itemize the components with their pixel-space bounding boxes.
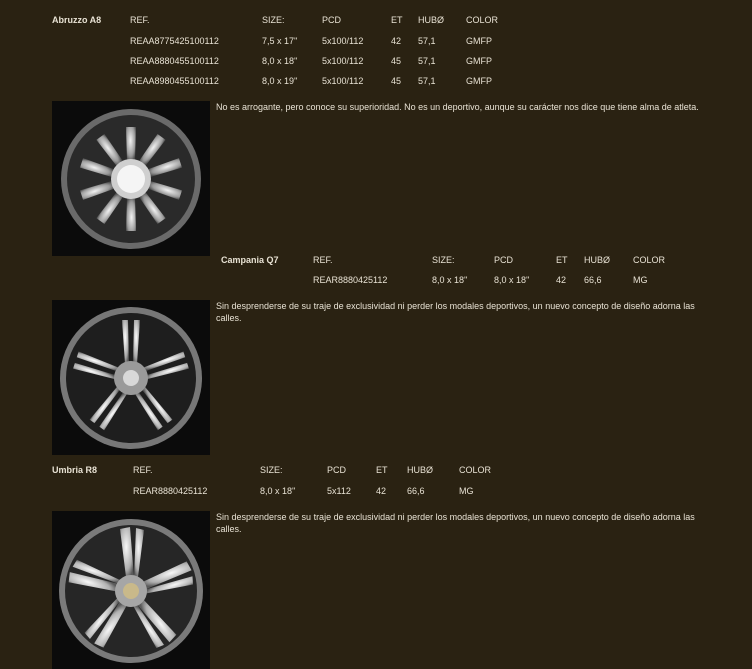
col-color-header: COLOR <box>633 255 666 265</box>
table-cell-pcd: 5x100/112 <box>322 76 364 86</box>
table-cell-et: 42 <box>376 486 387 496</box>
table-cell-ref: REAR8880425112 <box>313 275 388 285</box>
table-cell-hub: 57,1 <box>418 56 436 66</box>
col-pcd-header: PCD <box>322 15 342 25</box>
table-cell-ref: REAA8775425100112 <box>130 36 219 46</box>
table-cell-hub: 66,6 <box>584 275 602 285</box>
wheel-umbria-r8-image <box>52 511 210 669</box>
table-cell-pcd: 8,0 x 18'' <box>494 275 530 285</box>
table-cell-pcd: 5x100/112 <box>322 36 364 46</box>
col-pcd-header: PCD <box>494 255 514 265</box>
table-cell-ref: REAR8880425112 <box>133 486 208 496</box>
table-cell-size: 8,0 x 18'' <box>432 275 468 285</box>
col-size-header: SIZE: <box>432 255 455 265</box>
col-et-header: ET <box>556 255 568 265</box>
col-ref-header: REF. <box>130 15 150 25</box>
col-ref-header: REF. <box>313 255 333 265</box>
table-cell-et: 45 <box>391 56 402 66</box>
col-et-header: ET <box>391 15 403 25</box>
table-cell-color: GMFP <box>466 36 492 46</box>
table-cell-size: 8,0 x 18'' <box>262 56 298 66</box>
table-cell-et: 45 <box>391 76 402 86</box>
product-description: Sin desprenderse de su traje de exclusividad ni perder los modales deportivos, un nuevo concepto de diseño adorna las calles. <box>216 301 695 323</box>
col-pcd-header: PCD <box>327 465 347 475</box>
wheel-abruzzo-a8-image <box>52 101 210 256</box>
product-name: Umbria R8 <box>52 465 98 475</box>
col-ref-header: REF. <box>133 465 153 475</box>
table-cell-color: MG <box>459 486 474 496</box>
table-cell-et: 42 <box>556 275 567 285</box>
product-description: No es arrogante, pero conoce su superioridad. No es un deportivo, aunque su carácter nos dice que tiene alma de atleta. <box>216 102 699 112</box>
table-cell-hub: 57,1 <box>418 36 436 46</box>
table-cell-size: 8,0 x 18'' <box>260 486 296 496</box>
table-cell-ref: REAA8880455100112 <box>130 56 219 66</box>
product-name: Abruzzo A8 <box>52 15 102 25</box>
col-size-header: SIZE: <box>262 15 285 25</box>
col-hub-header: HUBØ <box>584 255 611 265</box>
table-cell-et: 42 <box>391 36 402 46</box>
product-description: Sin desprenderse de su traje de exclusividad ni perder los modales deportivos, un nuevo concepto de diseño adorna las calles. <box>216 512 695 534</box>
table-cell-size: 7,5 x 17'' <box>262 36 298 46</box>
col-et-header: ET <box>376 465 388 475</box>
col-hub-header: HUBØ <box>418 15 445 25</box>
table-cell-hub: 57,1 <box>418 76 436 86</box>
col-color-header: COLOR <box>466 15 499 25</box>
table-cell-pcd: 5x100/112 <box>322 56 364 66</box>
table-cell-hub: 66,6 <box>407 486 425 496</box>
col-hub-header: HUBØ <box>407 465 434 475</box>
table-cell-size: 8,0 x 19'' <box>262 76 298 86</box>
table-cell-color: MG <box>633 275 648 285</box>
table-cell-pcd: 5x112 <box>327 486 351 496</box>
product-name: Campania Q7 <box>221 255 279 265</box>
table-cell-color: GMFP <box>466 76 492 86</box>
col-color-header: COLOR <box>459 465 492 475</box>
table-cell-color: GMFP <box>466 56 492 66</box>
col-size-header: SIZE: <box>260 465 283 475</box>
table-cell-ref: REAA8980455100112 <box>130 76 219 86</box>
wheel-campania-q7-image <box>52 300 210 455</box>
